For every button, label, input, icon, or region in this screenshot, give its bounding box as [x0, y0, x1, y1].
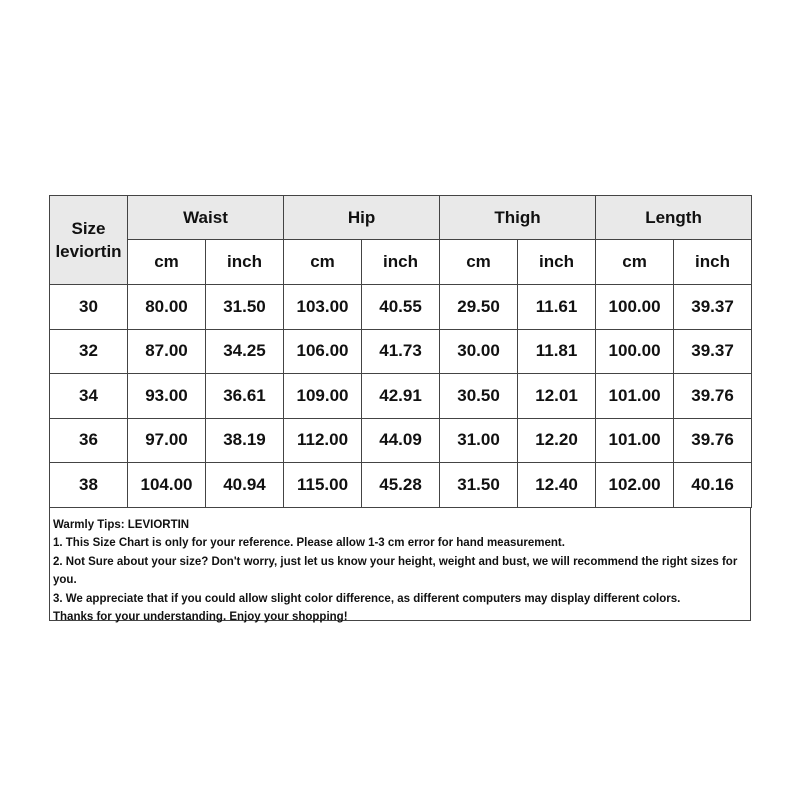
value-cell: 45.28	[362, 463, 440, 508]
header-row-groups	[50, 196, 752, 240]
value-cell: 39.76	[674, 418, 752, 463]
value-cell: 11.81	[518, 329, 596, 374]
hip-header: Hip	[284, 196, 440, 240]
size-header-cell	[50, 196, 128, 285]
tips-box	[49, 508, 751, 621]
value-cell: 39.76	[674, 374, 752, 419]
size-label: Size	[71, 219, 106, 238]
unit-header: inch	[362, 240, 440, 285]
tip-line: Thanks for your understanding. Enjoy your shopping!	[53, 611, 348, 623]
value-cell: 40.94	[206, 463, 284, 508]
size-cell: 36	[50, 418, 128, 463]
table-row	[50, 463, 752, 508]
size-chart	[49, 195, 751, 621]
size-table	[49, 195, 752, 508]
table-row	[50, 285, 752, 330]
value-cell: 30.00	[440, 329, 518, 374]
value-cell: 41.73	[362, 329, 440, 374]
unit-header: cm	[284, 240, 362, 285]
value-cell: 31.50	[206, 285, 284, 330]
size-cell: 30	[50, 285, 128, 330]
value-cell: 100.00	[596, 285, 674, 330]
tip-line: 1. This Size Chart is only for your reference. Please allow 1-3 cm error for hand measurement.	[53, 537, 565, 549]
value-cell: 102.00	[596, 463, 674, 508]
thigh-header: Thigh	[440, 196, 596, 240]
table-row	[50, 418, 752, 463]
value-cell: 12.20	[518, 418, 596, 463]
value-cell: 42.91	[362, 374, 440, 419]
tips-title: Warmly Tips: LEVIORTIN	[53, 518, 190, 531]
value-cell: 34.25	[206, 329, 284, 374]
value-cell: 104.00	[128, 463, 206, 508]
value-cell: 39.37	[674, 329, 752, 374]
size-cell: 38	[50, 463, 128, 508]
value-cell: 29.50	[440, 285, 518, 330]
value-cell: 97.00	[128, 418, 206, 463]
waist-header: Waist	[128, 196, 284, 240]
tip-line: 2. Not Sure about your size? Don't worry, just let us know your height, weight and bust, we will recommend the right sizes for you.	[53, 555, 738, 586]
value-cell: 40.16	[674, 463, 752, 508]
value-cell: 44.09	[362, 418, 440, 463]
table-row	[50, 329, 752, 374]
unit-header: inch	[206, 240, 284, 285]
table-row	[50, 374, 752, 419]
value-cell: 39.37	[674, 285, 752, 330]
value-cell: 31.50	[440, 463, 518, 508]
value-cell: 112.00	[284, 418, 362, 463]
value-cell: 40.55	[362, 285, 440, 330]
value-cell: 93.00	[128, 374, 206, 419]
unit-header: cm	[440, 240, 518, 285]
value-cell: 31.00	[440, 418, 518, 463]
value-cell: 103.00	[284, 285, 362, 330]
value-cell: 100.00	[596, 329, 674, 374]
size-cell: 34	[50, 374, 128, 419]
unit-header: cm	[596, 240, 674, 285]
value-cell: 12.01	[518, 374, 596, 419]
value-cell: 106.00	[284, 329, 362, 374]
tip-line: 3. We appreciate that if you could allow slight color difference, as different computers may display different colors.	[53, 592, 681, 605]
unit-header: inch	[674, 240, 752, 285]
value-cell: 101.00	[596, 374, 674, 419]
unit-header: inch	[518, 240, 596, 285]
value-cell: 12.40	[518, 463, 596, 508]
header-row-units	[50, 240, 752, 285]
value-cell: 38.19	[206, 418, 284, 463]
value-cell: 36.61	[206, 374, 284, 419]
value-cell: 11.61	[518, 285, 596, 330]
value-cell: 109.00	[284, 374, 362, 419]
value-cell: 101.00	[596, 418, 674, 463]
value-cell: 80.00	[128, 285, 206, 330]
value-cell: 30.50	[440, 374, 518, 419]
value-cell: 115.00	[284, 463, 362, 508]
value-cell: 87.00	[128, 329, 206, 374]
brand-label: leviortin	[55, 242, 122, 261]
unit-header: cm	[128, 240, 206, 285]
size-cell: 32	[50, 329, 128, 374]
length-header: Length	[596, 196, 752, 240]
